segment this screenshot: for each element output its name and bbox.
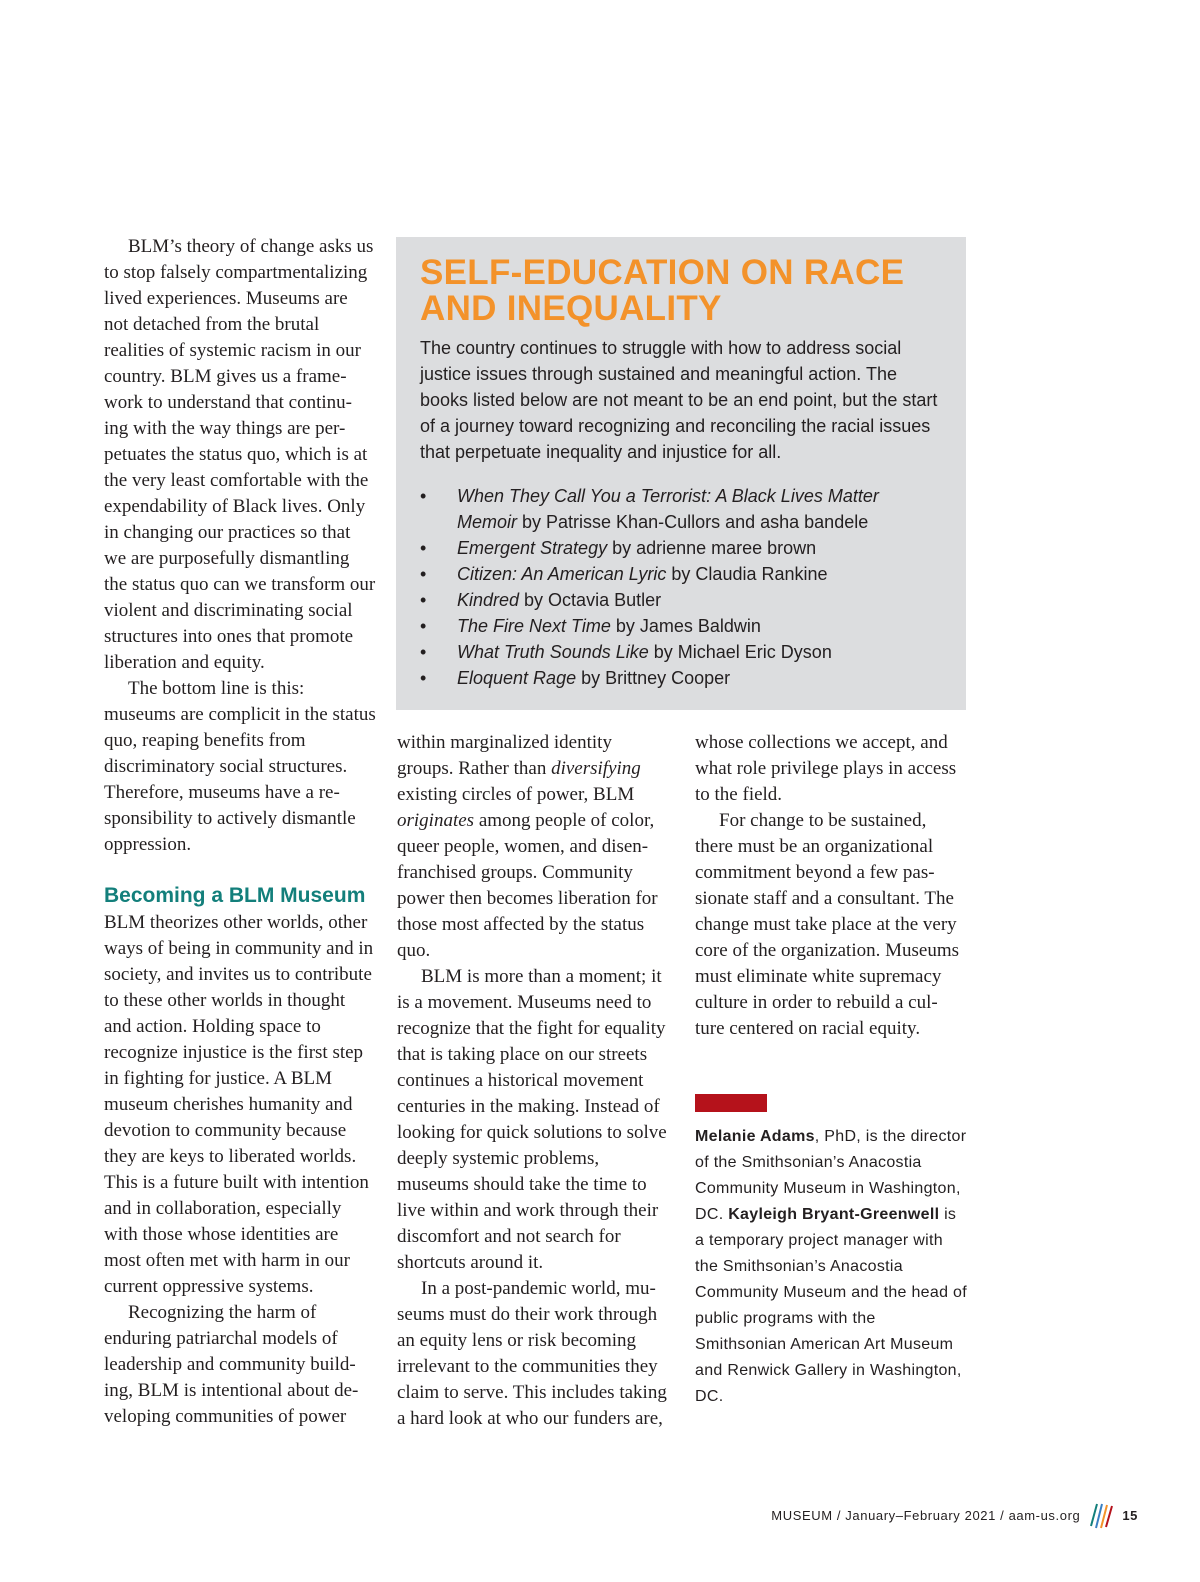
author-bio	[695, 1124, 967, 1410]
book-title: Emergent Strategy	[457, 538, 608, 558]
paragraph: BLM is more than a moment; it is a movement. Museums need to recognize that the fight for equality that is taking place on our streets continues a historical movement centuries in the making. Instead of looking for quick solutions to solve deeply systemic problems, museums should take the time to live within and work through their discomfort and not search for shortcuts around it.	[397, 966, 667, 1273]
list-item	[420, 639, 942, 665]
section-heading: Becoming a BLM Museum	[104, 884, 366, 907]
page-footer	[0, 1500, 1138, 1530]
sidebar-title: SELF-EDUCATION ON RACE AND INEQUALITY	[420, 253, 905, 328]
list-item	[420, 665, 942, 691]
book-title: Citizen: An American Lyric	[457, 564, 667, 584]
bullet-icon: •	[420, 538, 427, 558]
bullet-icon: •	[420, 590, 427, 610]
book-title: The Fire Next Time	[457, 616, 611, 636]
list-item	[420, 483, 942, 535]
book-author: by Brittney Cooper	[576, 668, 731, 688]
book-title: Eloquent Rage	[457, 668, 577, 688]
book-title: What Truth Sounds Like	[457, 642, 649, 662]
text-run: among people of color, queer people, women, and disen-franchised groups. Community power then becomes liberation for those most affected by the status quo.	[397, 810, 658, 961]
aam-stripes-logo-icon	[1088, 1500, 1114, 1530]
book-author: by Patrisse Khan-Cullors and asha bandele	[517, 512, 869, 532]
book-list	[420, 483, 942, 691]
column-3	[695, 730, 967, 1410]
list-item	[420, 535, 942, 561]
bullet-icon: •	[420, 616, 427, 636]
emphasis: originates	[397, 810, 475, 831]
paragraph: For change to be sustained, there must be an organizational commitment beyond a few pas-sionate staff and a consultant. The change must take place at the very core of the organization. Museums must eliminate white supremacy culture in order to rebuild a cul-ture centered on racial equity.	[695, 810, 959, 1039]
paragraph: In a post-pandemic world, mu-seums must do their work through an equity lens or risk becoming irrelevant to the communities they claim to serve. This includes taking a hard look at who our funders are,	[397, 1278, 667, 1429]
book-author: by Michael Eric Dyson	[648, 642, 832, 662]
paragraph: whose collections we accept, and what role privilege plays in access to the field.	[695, 732, 957, 805]
author-name: Melanie Adams	[695, 1128, 815, 1145]
text-run: existing circles of power, BLM	[397, 784, 635, 805]
book-author: by James Baldwin	[610, 616, 761, 636]
book-title: Kindred	[457, 590, 520, 610]
paragraph: Recognizing the harm of enduring patriarchal models of leadership and community build-ing, BLM is intentional about de-veloping communities of power	[104, 1302, 359, 1427]
sidebar-intro: The country continues to struggle with how to address social justice issues through sustained and meaningful action. The books listed below are not meant to be an end point, but the start of a journey toward recognizing and reconciling the racial issues that perpetuate inequality and injustice for all.	[420, 338, 938, 462]
paragraph	[397, 730, 669, 964]
book-author: by Octavia Butler	[519, 590, 662, 610]
book-author: by adrienne maree brown	[607, 538, 817, 558]
paragraph: BLM’s theory of change asks us to stop falsely compartmentalizing lived experiences. Museums are not detached from the brutal realities of systemic racism in our country. BLM gives us a frame-work to understand that continu-ing with the way things are per-petuates the status quo, which is at the very least comfortable with the expendability of Black lives. Only in changing our practices so that we are purposefully dismantling the status quo can we transform our violent and discriminating social structures into ones that promote liberation and equity.	[104, 236, 376, 673]
book-author: by Claudia Rankine	[666, 564, 828, 584]
book-title: When They Call You a Terrorist: A Black Lives Matter Memoir	[457, 486, 879, 532]
bio-text: , PhD, is the director of the Smithsonian’s Anacostia Community Museum in Washington, DC.	[695, 1128, 967, 1223]
list-item	[420, 613, 942, 639]
author-name: Kayleigh Bryant-Greenwell	[728, 1206, 940, 1223]
sidebar-box	[396, 237, 966, 710]
bio-text: is a temporary project manager with the Smithsonian’s Anacostia Community Museum and the head of public programs with the Smithsonian American Art Museum and Renwick Gallery in Washington, DC.	[695, 1206, 967, 1405]
page-number: 15	[1122, 1507, 1138, 1523]
list-item	[420, 587, 942, 613]
bullet-icon: •	[420, 642, 427, 662]
emphasis: diversifying	[551, 758, 641, 779]
column-1	[104, 234, 376, 1430]
bullet-icon: •	[420, 668, 427, 688]
paragraph: BLM theorizes other worlds, other ways of being in community and in society, and invites us to contribute to these other worlds in thought and action. Holding space to recognize injustice is the first step in fighting for justice. A BLM museum cherishes humanity and devotion to community because they are keys to liberated worlds. This is a future built with intention and in collaboration, especially with those whose identities are most often met with harm in our current oppressive systems.	[104, 912, 374, 1297]
bullet-icon: •	[420, 564, 427, 584]
paragraph: The bottom line is this: museums are complicit in the status quo, reaping benefits from discriminatory social structures. Therefore, museums have a re-sponsibility to actively dismantle oppression.	[104, 678, 376, 855]
red-divider-bar	[695, 1094, 767, 1112]
text-run: within marginalized identity groups. Rather than	[397, 732, 612, 779]
footer-text: MUSEUM / January–February 2021 / aam-us.org	[771, 1507, 1081, 1523]
bullet-icon: •	[420, 486, 427, 506]
list-item	[420, 561, 942, 587]
column-2	[397, 730, 669, 1432]
